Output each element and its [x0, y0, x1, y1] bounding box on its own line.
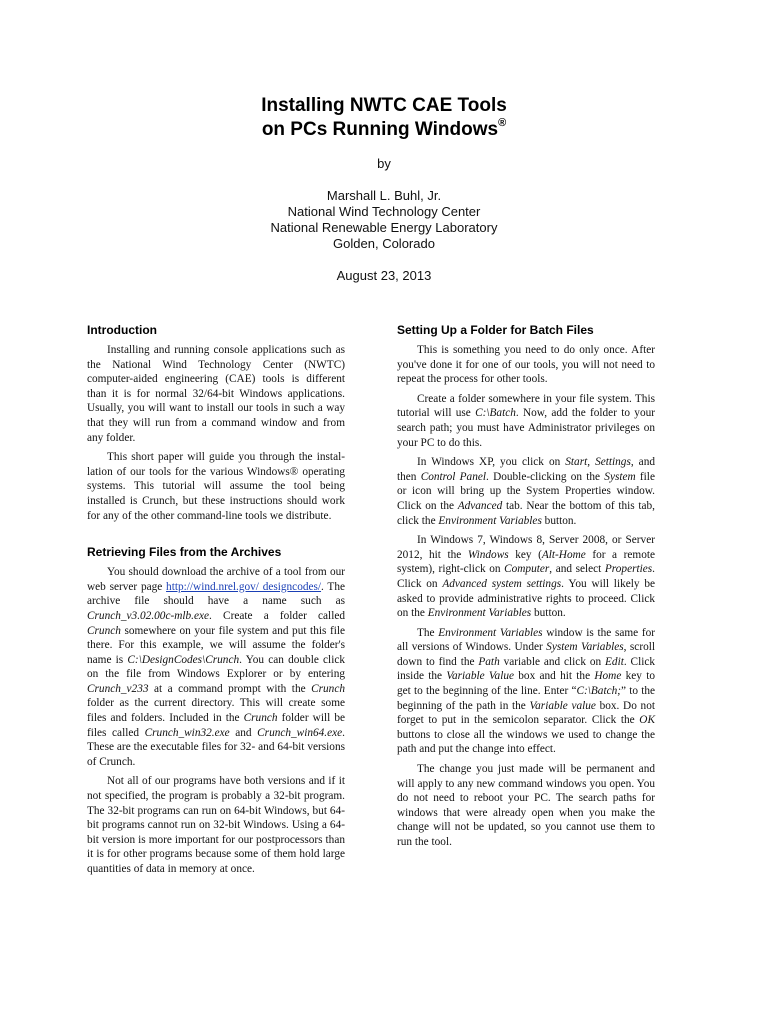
ui-term: System — [604, 470, 636, 483]
retrieving-paragraph-1 — [87, 565, 345, 769]
right-column — [397, 322, 655, 850]
text-run: folder as the current directory. This will create some files and folders. Included in the — [87, 697, 345, 725]
text-run: window is the same for all versions of Windows. Under — [397, 626, 656, 654]
batch-paragraph-5 — [397, 626, 655, 757]
text-run: button. — [531, 607, 566, 620]
ui-term: C:\Batch; — [576, 685, 622, 698]
retrieving-paragraph-2: Not all of our programs have both versions and if it not specified, the program is probably a 32-bit program. The 32-bit programs can run on 64-bit Windows, but 64-bit programs cannot run on 32-bit Windows. Using a 64-bit version is more important for our postprocessors than it is for other programs because some of them hold large quantities of data in memory at once. — [87, 775, 345, 875]
text-run: button. — [541, 514, 577, 527]
ui-term: Edit — [605, 655, 624, 668]
batch-paragraph-3 — [397, 455, 655, 528]
batch-paragraph-1: This is something you need to do only once. After you've done it for one of our tools, you will not need to repeat the process for other tools. — [397, 344, 655, 386]
ui-term: Settings — [595, 456, 631, 469]
left-column — [87, 322, 345, 877]
text-run: . You will likely be asked to provide administrative rights to proceed. Click on the — [397, 577, 655, 620]
intro-paragraph-1: Installing and running console applications such as the National Wind Technology Center (NWTC) computer-aided engineering (CAE) tools is different than it is for normal 32/64-bit Windows applications. Usually, you will want to install our tools in such a way that they will run from a command window and from any folder. — [87, 344, 345, 444]
text-run: somewhere on your file system and put this file there. For this example, we will assume the folder's name is — [87, 624, 345, 666]
ui-term: Advanced system settings — [442, 577, 562, 590]
section-heading-batch: Setting Up a Folder for Batch Files — [397, 323, 594, 337]
text-run: , and select — [549, 563, 605, 576]
section-heading-retrieving: Retrieving Files from the Archives — [87, 545, 282, 560]
text-run: variable and click on — [499, 655, 606, 668]
publication-date: August 23, 2013 — [336, 268, 432, 283]
section-heading-introduction: Introduction — [87, 323, 157, 337]
batch-paragraph-4 — [397, 533, 655, 621]
exe-win32: Crunch_win32.exe — [144, 726, 230, 739]
text-run: key to get to the beginning of the line. Enter “ — [397, 670, 656, 698]
author-location: Golden, Colorado — [333, 236, 435, 251]
ui-term: Control Panel — [420, 470, 487, 483]
title-line-2 — [0, 118, 768, 142]
text-run: key ( — [508, 548, 542, 561]
text-run: . The archive file should have a name such as — [87, 580, 345, 608]
author-name: Marshall L. Buhl, Jr. — [326, 188, 442, 203]
text-run: buttons to close all the windows we used to change the path and put the change into effect. — [397, 728, 655, 756]
text-run: for a remote system), right-click on — [397, 548, 655, 576]
ui-term: Computer — [504, 563, 550, 576]
text-run: , and then — [397, 456, 655, 483]
batch-paragraph-6: The change you just made will be permanent and will apply to any new command windows you open. You do not need to reboot your PC. The search paths for windows that were already open when you make the change will not be updated, so you cannot use them to run the tool. — [397, 763, 655, 848]
ui-term: Windows — [467, 548, 509, 561]
text-run: at a command prompt with the — [148, 682, 312, 695]
intro-paragraph-2: This short paper will guide you through the installation of our tools for the various Windows® operating systems. This tutorial will assume the tool being installed is Crunch, but these instructions should work for any of the other command-line tools we distribute. — [87, 451, 345, 522]
ui-term: Start — [565, 456, 588, 469]
ui-term: Environment Variables — [438, 514, 542, 527]
ui-term: Variable value — [529, 699, 596, 712]
exe-win64: Crunch_win64.exe — [257, 726, 343, 739]
text-run: . You can double click on the file from Windows Explorer or by entering — [87, 653, 345, 681]
text-run: Create a folder somewhere in your file system. This tutorial will use — [397, 392, 655, 420]
command-name: Crunch_v233 — [87, 682, 149, 695]
byline: by — [377, 156, 391, 171]
ui-term: Alt-Home — [541, 548, 586, 561]
folder-name: Crunch — [87, 624, 121, 637]
text-run: ” to the beginning of the path in the — [397, 685, 655, 712]
batch-path: C:\Batch — [475, 407, 516, 420]
text-run: tab. Near the bottom of this tab, click the — [397, 499, 656, 527]
folder-path: C:\DesignCodes\Crunch — [127, 653, 240, 666]
ui-term: Variable Value — [446, 670, 514, 683]
text-run: . Create a folder called — [209, 609, 345, 622]
ui-term: Environment Variables — [427, 607, 532, 620]
registered-mark: ® — [498, 117, 507, 129]
folder-name: Crunch — [311, 682, 345, 695]
designcodes-link[interactable]: http://wind.nrel.gov/ designcodes/ — [166, 580, 322, 593]
page-title — [0, 94, 768, 142]
folder-name: Crunch — [243, 712, 278, 725]
title-line-1: Installing NWTC CAE Tools — [261, 95, 507, 116]
batch-paragraph-2 — [397, 392, 655, 450]
text-run: , scroll down to find the — [397, 641, 656, 668]
text-run: box and hit the — [514, 670, 595, 683]
ui-term: OK — [639, 714, 655, 727]
text-run: You should download the archive of a tool from our web server page — [87, 566, 345, 593]
ui-term: Environment Variables — [438, 626, 543, 639]
text-run: . Now, add the folder to your search path; you must have Administrator privileges on your PC to do this. — [397, 407, 656, 449]
text-run: In Windows XP, you click on — [417, 456, 566, 469]
text-run: . These are the executable files for 32- and 64-bit versions of Crunch. — [87, 726, 345, 768]
text-run: file or icon will bring up the System Properties window. Click on the — [397, 470, 655, 512]
text-run: . Double-clicking on the — [486, 470, 605, 483]
archive-filename: Crunch_v3.02.00c-mlb.exe — [87, 609, 210, 622]
ui-term: Home — [594, 670, 622, 683]
text-run: . Click on — [397, 563, 655, 590]
text-run: folder will be files called — [87, 712, 345, 739]
text-run: , — [587, 456, 596, 469]
text-run: box. Do not forget to put in the semicolon separator. Click the — [397, 699, 655, 727]
ui-term: Properties — [604, 563, 653, 576]
ui-term: Path — [478, 655, 500, 668]
ui-term: System Variables — [546, 641, 624, 654]
title-line-2-text: on PCs Running Windows — [261, 119, 499, 140]
text-run: and — [229, 726, 258, 739]
text-run: . Click inside the — [397, 655, 656, 683]
author-block — [0, 188, 768, 252]
ui-term: Advanced — [457, 499, 503, 512]
author-org-1: National Wind Technology Center — [287, 204, 481, 219]
text-run: The — [417, 626, 439, 639]
author-org-2: National Renewable Energy Laboratory — [270, 220, 498, 235]
text-run: In Windows 7, Windows 8, Server 2008, or Server 2012, hit the — [397, 534, 655, 561]
